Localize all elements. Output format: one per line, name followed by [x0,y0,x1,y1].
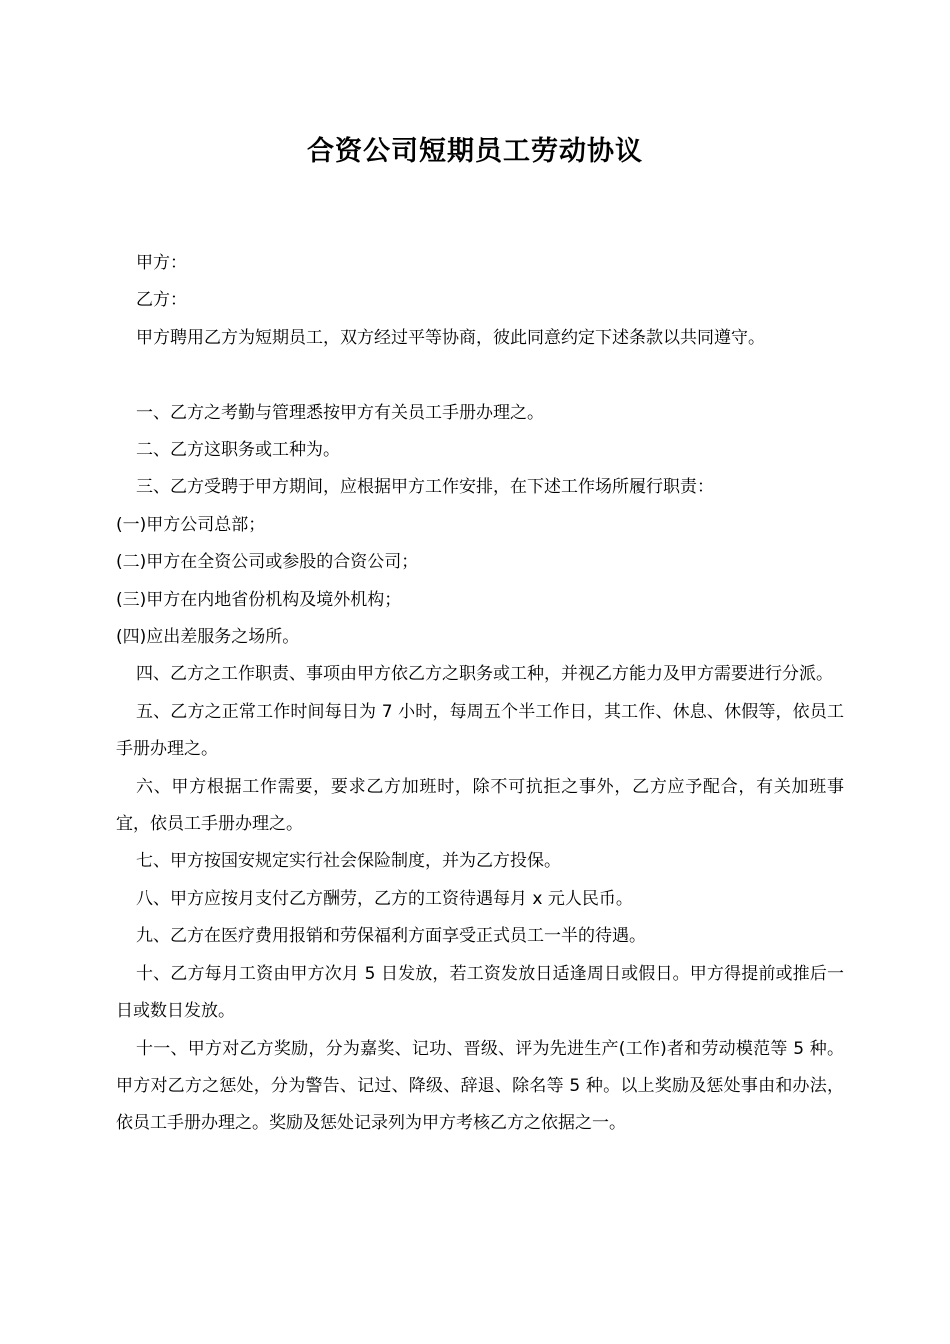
clause-8: 八、甲方应按月支付乙方酬劳，乙方的工资待遇每月 x 元人民币。 [136,888,633,909]
party-b-line: 乙方： [136,290,187,311]
clause-7: 七、甲方按国安规定实行社会保险制度，并为乙方投保。 [136,851,561,872]
clause-3-sub-4: (四)应出差服务之场所。 [116,627,300,648]
clause-9: 九、乙方在医疗费用报销和劳保福利方面享受正式员工一半的待遇。 [136,926,646,947]
clause-3-sub-1: (一)甲方公司总部； [116,514,266,535]
clause-3: 三、乙方受聘于甲方期间，应根据甲方工作安排，在下述工作场所履行职责： [136,477,714,498]
clause-6: 六、甲方根据工作需要，要求乙方加班时，除不可抗拒之事外，乙方应予配合，有关加班事宜，依员工手册办理之。 [116,776,844,835]
clause-2: 二、乙方这职务或工种为。 [136,440,340,461]
document-title: 合资公司短期员工劳动协议 [307,136,643,167]
clause-10: 十、乙方每月工资由甲方次月 5 日发放，若工资发放日适逢周日或假日。甲方得提前或推后一日或数日发放。 [116,963,844,1022]
clause-11: 十一、甲方对乙方奖励，分为嘉奖、记功、晋级、评为先进生产(工作)者和劳动模范等 5 种。甲方对乙方之惩处，分为警告、记过、降级、辞退、除名等 5 种。以上奖励及惩处事由和办法，依员工手册办理之。奖励及惩处记录列为甲方考核乙方之依据之一。 [116,1038,844,1134]
clause-3-sub-3: (三)甲方在内地省份机构及境外机构； [116,589,402,610]
clause-1: 一、乙方之考勤与管理悉按甲方有关员工手册办理之。 [136,402,544,423]
party-a-line: 甲方： [136,253,187,273]
clause-4: 四、乙方之工作职责、事项由甲方依乙方之职务或工种，并视乙方能力及甲方需要进行分派。 [136,664,833,685]
document-body [116,245,844,1143]
clause-3-sub-2: (二)甲方在全资公司或参股的合资公司； [116,552,419,573]
paragraph-spacer [116,357,844,394]
intro-paragraph: 甲方聘用乙方为短期员工，双方经过平等协商，彼此同意约定下述条款以共同遵守。 [136,327,765,348]
clause-5: 五、乙方之正常工作时间每日为 7 小时，每周五个半工作日，其工作、休息、休假等，依员工手册办理之。 [116,701,844,760]
